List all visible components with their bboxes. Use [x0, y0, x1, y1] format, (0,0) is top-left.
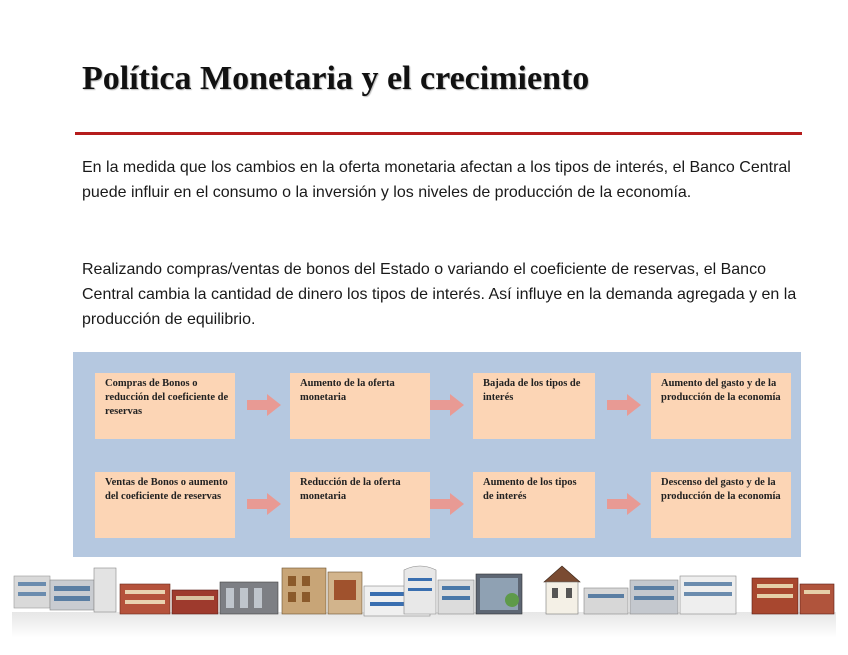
- city-skyline-illustration: [12, 560, 836, 638]
- paragraph-1: En la medida que los cambios en la oferta monetaria afectan a los tipos de interés, el Banco Central puede influir en el consumo o la inversión y los niveles de producción de la economía.: [82, 159, 791, 201]
- row2-box-2: Reducción de la oferta monetaria: [290, 472, 430, 538]
- row1-arrow-1-icon: [247, 394, 281, 416]
- title-divider: [75, 132, 802, 135]
- slide-title: Política Monetaria y el crecimiento: [82, 60, 590, 97]
- row2-arrow-1-icon: [247, 493, 281, 515]
- row2-arrow-3-icon: [607, 493, 641, 515]
- row1-arrow-2-icon: [430, 394, 464, 416]
- paragraph-2: Realizando compras/ventas de bonos del Estado o variando el coeficiente de reservas, el Banco Central cambia la cantidad de dinero los tipos de interés. Así influye en la demanda agregada y en la producción de equilibrio.: [82, 261, 797, 328]
- row1-arrow-3-icon: [607, 394, 641, 416]
- row2-box-1: Ventas de Bonos o aumento del coeficiente de reservas: [95, 472, 235, 538]
- row1-box-4: Aumento del gasto y de la producción de la economía: [651, 373, 791, 439]
- transmission-diagram: [73, 352, 801, 557]
- row2-box-3: Aumento de los tipos de interés: [473, 472, 595, 538]
- row2-box-4: Descenso del gasto y de la producción de la economía: [651, 472, 791, 538]
- row2-arrow-2-icon: [430, 493, 464, 515]
- row1-box-1: Compras de Bonos o reducción del coeficiente de reservas: [95, 373, 235, 439]
- row1-box-2: Aumento de la oferta monetaria: [290, 373, 430, 439]
- row1-box-3: Bajada de los tipos de interés: [473, 373, 595, 439]
